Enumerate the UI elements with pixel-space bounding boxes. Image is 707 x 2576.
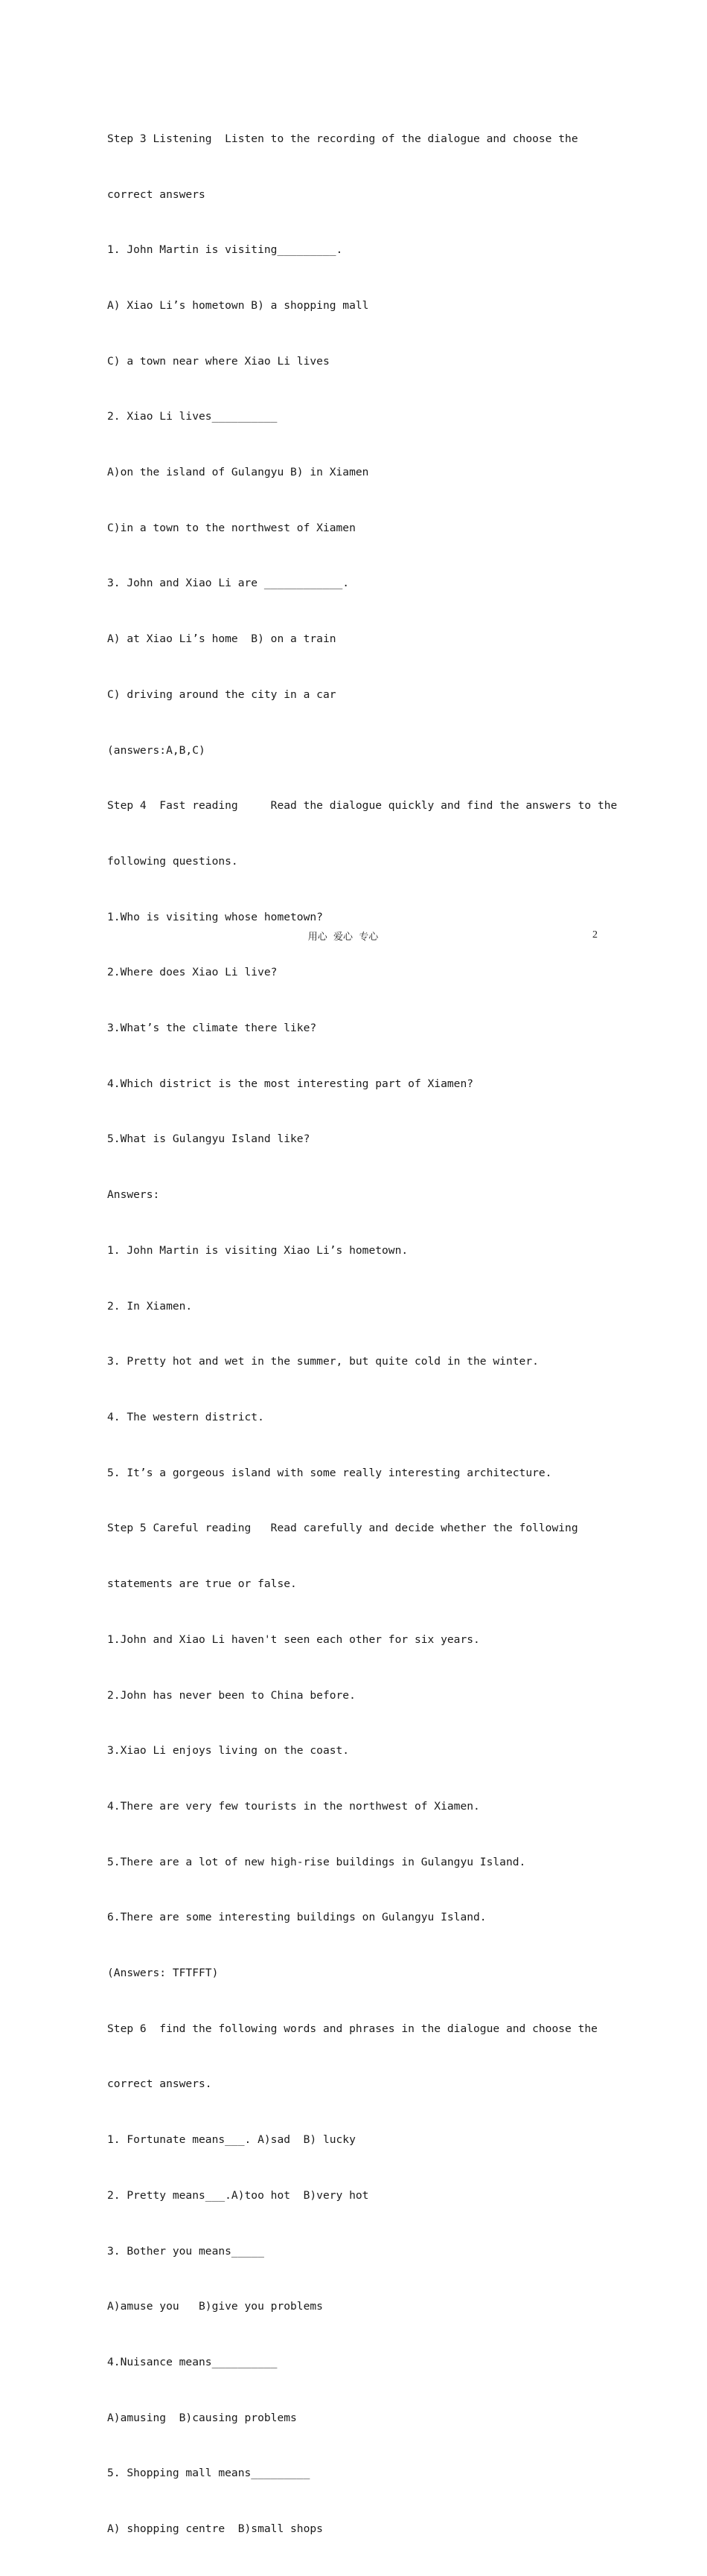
text-line: 5.What is Gulangyu Island like?: [107, 1132, 310, 1146]
page-number: 2: [592, 929, 598, 941]
text-line: 2.John has never been to China before.: [107, 1688, 356, 1702]
text-line: 2.Where does Xiao Li live?: [107, 966, 278, 979]
text-line: 4.Nuisance means__________: [107, 2355, 278, 2368]
text-line: A) shopping centre B)small shops: [107, 2522, 323, 2536]
text-line: A) at Xiao Li’s home B) on a train: [107, 632, 336, 646]
text-line: A)amuse you B)give you problems: [107, 2300, 323, 2313]
text-line: 3.What’s the climate there like?: [107, 1022, 317, 1035]
text-line: 5. It’s a gorgeous island with some really interesting architecture.: [107, 1466, 552, 1479]
text-line: 3. Pretty hot and wet in the summer, but quite cold in the winter.: [107, 1355, 539, 1368]
text-line: A)on the island of Gulangyu B) in Xiamen: [107, 466, 369, 479]
text-line: 5.There are a lot of new high-rise buildings in Gulangyu Island.: [107, 1855, 526, 1868]
text-line: 1.Who is visiting whose hometown?: [107, 910, 323, 923]
text-line: Step 6 find the following words and phrases in the dialogue and choose the: [107, 2022, 598, 2035]
text-line: C)in a town to the northwest of Xiamen: [107, 521, 356, 534]
text-line: Answers:: [107, 1188, 160, 1202]
text-line: 2. In Xiamen.: [107, 1299, 193, 1313]
text-line: 6.There are some interesting buildings on Gulangyu Island.: [107, 1911, 487, 1924]
text-line: 1. John Martin is visiting Xiao Li’s hometown.: [107, 1243, 409, 1257]
text-line: 3. John and Xiao Li are ____________.: [107, 577, 350, 590]
text-line: Step 4 Fast reading Read the dialogue quickly and find the answers to the: [107, 799, 618, 813]
text-line: 5. Shopping mall means_________: [107, 2467, 310, 2480]
text-line: C) driving around the city in a car: [107, 688, 336, 701]
text-line: following questions.: [107, 854, 238, 868]
text-line: 1.John and Xiao Li haven't seen each other for six years.: [107, 1633, 480, 1646]
document-body: [107, 93, 618, 2576]
text-line: 4.There are very few tourists in the northwest of Xiamen.: [107, 1799, 480, 1813]
text-line: C) a town near where Xiao Li lives: [107, 354, 330, 368]
text-line: 4. The western district.: [107, 1410, 264, 1423]
text-line: statements are true or false.: [107, 1577, 297, 1591]
text-line: 3. Bother you means_____: [107, 2244, 264, 2258]
text-line: 1. Fortunate means___. A)sad B) lucky: [107, 2133, 356, 2147]
text-line: A)amusing B)causing problems: [107, 2411, 297, 2424]
text-line: 2. Xiao Li lives__________: [107, 410, 278, 423]
text-line: Step 5 Careful reading Read carefully and decide whether the following: [107, 1522, 578, 1535]
text-line: Step 3 Listening Listen to the recording of the dialogue and choose the: [107, 132, 578, 145]
text-line: 4.Which district is the most interesting part of Xiamen?: [107, 1077, 474, 1090]
text-line: 3.Xiao Li enjoys living on the coast.: [107, 1744, 350, 1758]
text-line: (answers:A,B,C): [107, 743, 205, 757]
text-line: 2. Pretty means___.A)too hot B)very hot: [107, 2188, 369, 2202]
text-line: A) Xiao Li’s hometown B) a shopping mall: [107, 298, 369, 312]
text-line: (Answers: TFTFFT): [107, 1967, 219, 1980]
text-line: correct answers: [107, 188, 205, 201]
text-line: correct answers.: [107, 2077, 212, 2091]
footer-motto: 用心 爱心 专心: [307, 932, 379, 943]
text-line: 1. John Martin is visiting_________.: [107, 243, 343, 257]
